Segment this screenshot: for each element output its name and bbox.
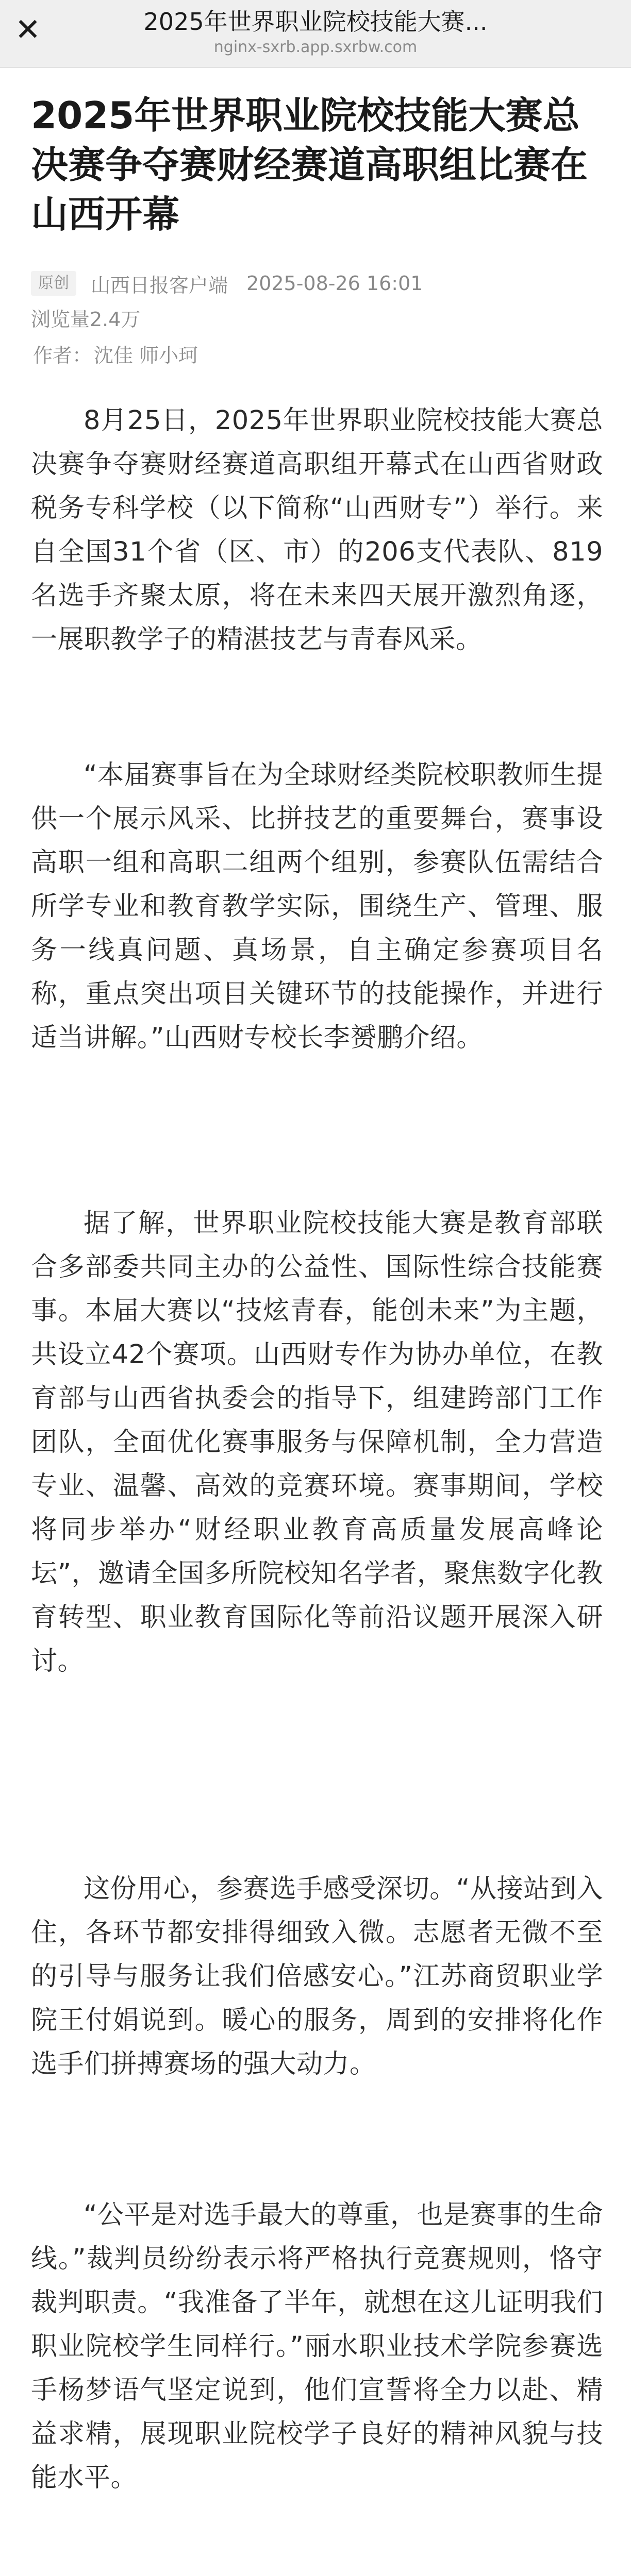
- paragraph-3: 据了解，世界职业院校技能大赛是教育部联合多部委共同主办的公益性、国际性综合技能赛事。本届大赛以“技炫青春，能创未来”为主题，共设立42个赛项。山西财专作为协办单位，在教育部与山西省执委会的指导下，组建跨部门工作团队，全面优化赛事服务与保障机制，全力营造专业、温馨、高效的竞赛环境。赛事期间，学校将同步举办“财经职业教育高质量发展高峰论坛”，邀请全国多所院校知名学者，聚焦数字化教育转型、职业教育国际化等前沿议题开展深入研讨。: [31, 1208, 603, 1676]
- article-meta: [31, 268, 603, 299]
- paragraph-4: 这份用心，参赛选手感受深切。“从接站到入住，各环节都安排得细致入微。志愿者无微不至的引导与服务让我们倍感安心。”江苏商贸职业学院王付娟说到。暖心的服务，周到的安排将化作选手们拼搏赛场的强大动力。: [31, 1874, 603, 2079]
- paragraph-5: “公平是对选手最大的尊重，也是赛事的生命线。”裁判员纷纷表示将严格执行竞赛规则，恪守裁判职责。“我准备了半年，就想在这儿证明我们职业院校学生同样行。”丽水职业技术学院参赛选手杨梦语气坚定说到，他们宣誓将全力以赴、精益求精，展现职业院校学子良好的精神风貌与技能水平。: [31, 2200, 603, 2493]
- article-title: 2025年世界职业院校技能大赛总决赛争夺赛财经赛道高职组比赛在山西开幕: [31, 94, 588, 236]
- page-tab-title: 2025年世界职业院校技能大赛...: [143, 8, 488, 36]
- close-icon[interactable]: ✕: [14, 12, 41, 48]
- article-source[interactable]: 山西日报客户端: [91, 274, 228, 297]
- paragraph-2: “本届赛事旨在为全球财经类院校职教师生提供一个展示风采、比拼技艺的重要舞台，赛事设高职一组和高职二组两个组别，参赛队伍需结合所学专业和教育教学实际，围绕生产、管理、服务一线真问题、真场景，自主确定参赛项目名称，重点突出项目关键环节的技能操作，并进行适当讲解。”山西财专校长李赟鹏介绍。: [31, 760, 603, 1053]
- author-label: 作者：: [33, 344, 92, 367]
- paragraph-1: 8月25日，2025年世界职业院校技能大赛总决赛争夺赛财经赛道高职组开幕式在山西省财政税务专科学校（以下简称“山西财专”）举行。来自全国31个省（区、市）的206支代表队、819名选手齐聚太原，将在未来四天展开激烈角逐，一展职教学子的精湛技艺与青春风采。: [31, 405, 603, 655]
- original-tag-badge: 原创: [31, 271, 76, 296]
- browser-top-bar: [0, 0, 631, 68]
- author-names: 沈佳 师小珂: [94, 344, 198, 367]
- author-line: [31, 341, 198, 370]
- publish-date: 2025-08-26 16:01: [246, 272, 423, 295]
- page-url: nginx-sxrb.app.sxrbw.com: [213, 38, 418, 56]
- view-count: 浏览量2.4万: [31, 308, 141, 331]
